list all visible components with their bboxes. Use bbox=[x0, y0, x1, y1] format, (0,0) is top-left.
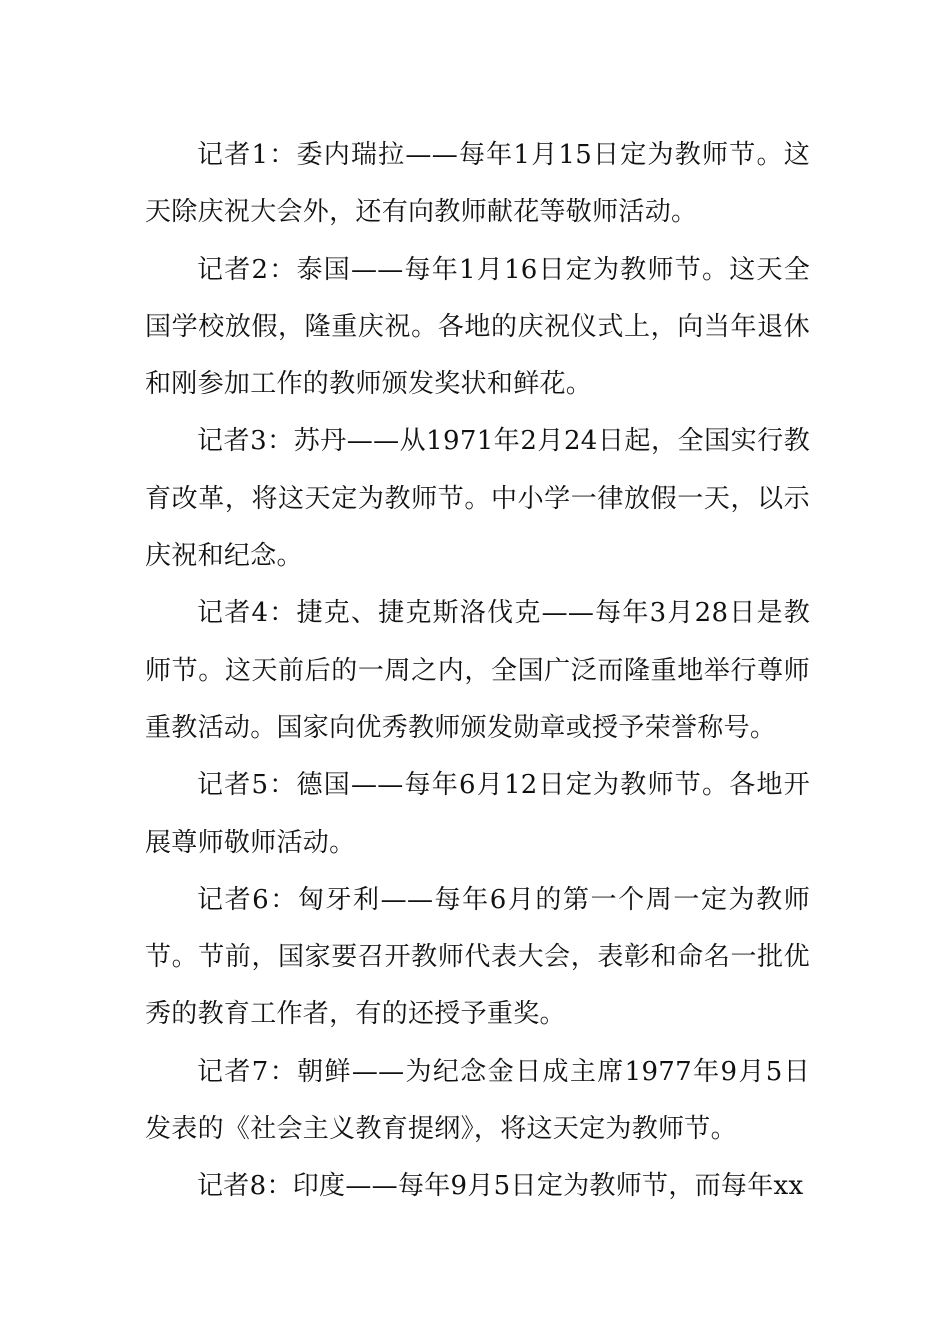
paragraph-2: 记者2：泰国——每年1月16日定为教师节。这天全国学校放假，隆重庆祝。各地的庆祝仪式上，向当年退休和刚参加工作的教师颁发奖状和鲜花。 bbox=[145, 254, 810, 400]
paragraph-7: 记者7：朝鲜——为纪念金日成主席1977年9月5日发表的《社会主义教育提纲》，将这天定为教师节。 bbox=[145, 1056, 810, 1145]
paragraph-3: 记者3：苏丹——从1971年2月24日起，全国实行教育改革，将这天定为教师节。中小学一律放假一天，以示庆祝和纪念。 bbox=[145, 426, 810, 572]
paragraph-1: 记者1：委内瑞拉——每年1月15日定为教师节。这天除庆祝大会外，还有向教师献花等敬师活动。 bbox=[145, 140, 810, 228]
paragraph-6: 记者6：匈牙利——每年6月的第一个周一定为教师节。节前，国家要召开教师代表大会，表彰和命名一批优秀的教育工作者，有的还授予重奖。 bbox=[145, 884, 810, 1030]
paragraph-4: 记者4：捷克、捷克斯洛伐克——每年3月28日是教师节。这天前后的一周之内，全国广泛而隆重地举行尊师重教活动。国家向优秀教师颁发勋章或授予荣誉称号。 bbox=[145, 598, 810, 743]
document-body bbox=[145, 127, 810, 1216]
paragraph-5: 记者5：德国——每年6月12日定为教师节。各地开展尊师敬师活动。 bbox=[145, 770, 810, 858]
paragraph-8: 记者8：印度——每年9月5日定为教师节，而每年xx bbox=[197, 1171, 804, 1202]
